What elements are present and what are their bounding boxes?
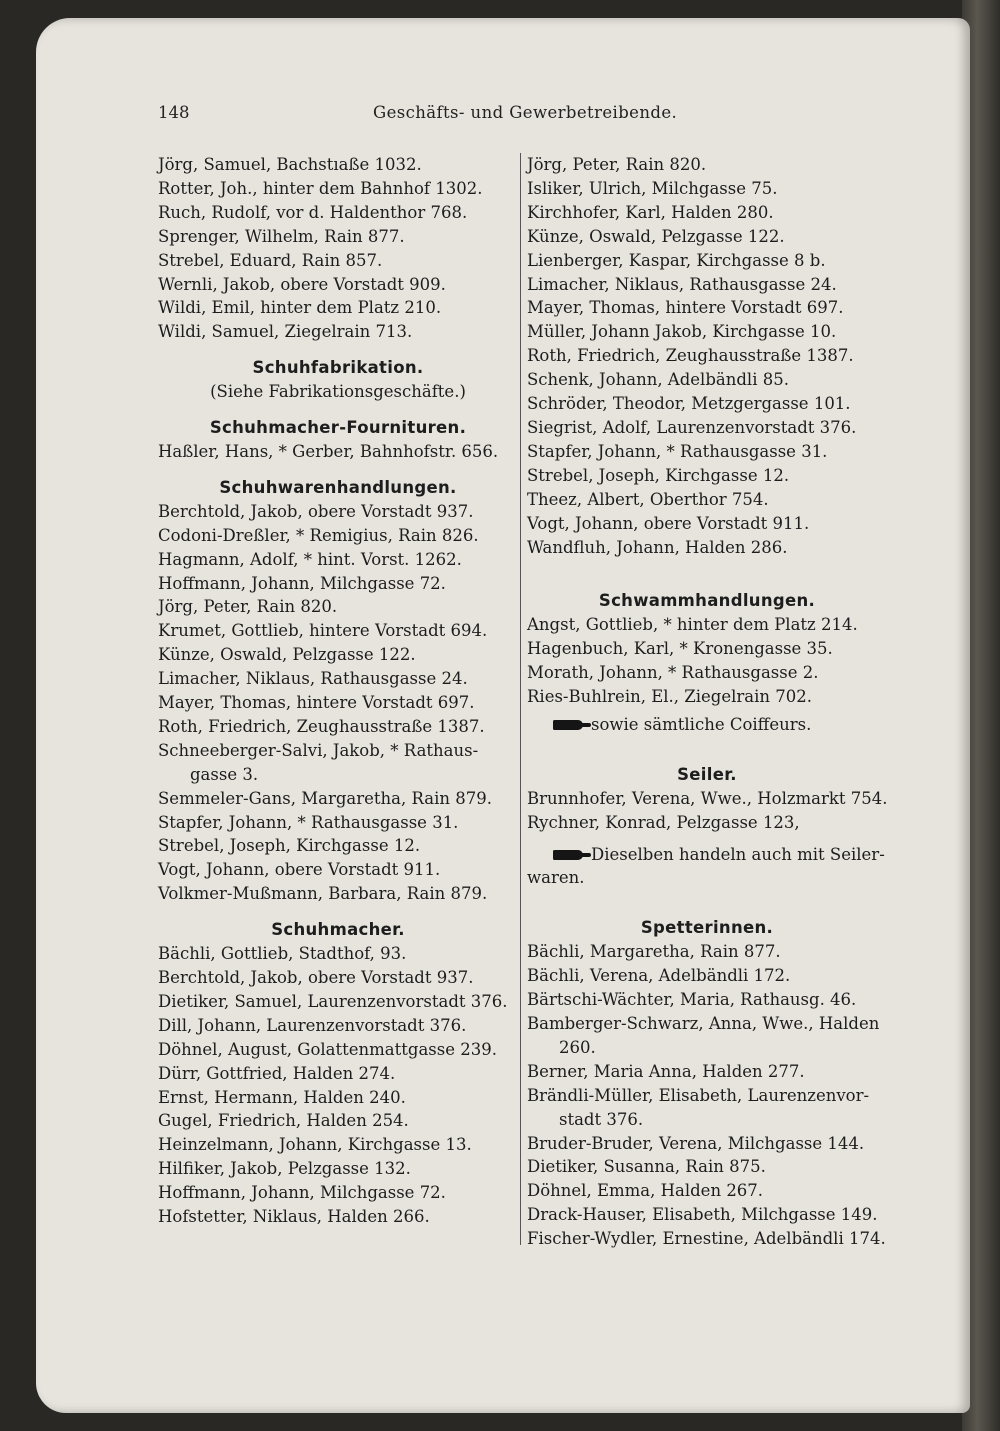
list-item: Roth, Friedrich, Zeughausstraße 1387.: [158, 716, 485, 736]
list-item: Wildi, Samuel, Ziegelrain 713.: [158, 322, 413, 342]
list-item: Hofstetter, Niklaus, Halden 266.: [158, 1207, 430, 1227]
section-heading-schwammhandlungen: Schwammhandlungen.: [598, 591, 816, 611]
list-item: Hagmann, Adolf, * hint. Vorst. 1262.: [158, 549, 462, 569]
list-item-continuation: 260.: [559, 1037, 596, 1057]
list-item: Strebel, Joseph, Kirchgasse 12.: [158, 836, 421, 856]
list-item: Siegrist, Adolf, Laurenzenvorstadt 376.: [527, 417, 857, 437]
spetterinnen-list: [527, 940, 887, 1251]
list-item: Schneeberger-Salvi, Jakob, * Rathaus-: [158, 740, 479, 760]
list-item: Jörg, Peter, Rain 820.: [527, 155, 707, 174]
list-item: Gugel, Friedrich, Halden 254.: [158, 1111, 409, 1131]
seiler-note-text: Dieselben handeln auch mit Seiler-: [591, 844, 885, 864]
seiler-note: [527, 843, 887, 867]
list-item: Roth, Friedrich, Zeughausstraße 1387.: [527, 346, 854, 366]
list-item: Künze, Oswald, Pelzgasse 122.: [527, 226, 785, 246]
list-item: Schenk, Johann, Adelbändli 85.: [527, 370, 789, 390]
list-item: Dietiker, Samuel, Laurenzenvorstadt 376.: [158, 991, 508, 1011]
schuhmacher-list: [158, 942, 518, 1229]
list-item-continuation: gasse 3.: [190, 764, 259, 784]
list-item: Sprenger, Wilhelm, Rain 877.: [158, 226, 405, 246]
list-item: Drack-Hauser, Elisabeth, Milchgasse 149.: [527, 1205, 878, 1225]
list-item: Volkmer-Mußmann, Barbara, Rain 879.: [158, 884, 488, 904]
page-number: 148: [158, 103, 190, 122]
section-heading-schuhfabrikation: Schuhfabrikation.: [252, 358, 424, 378]
left-column: [158, 153, 518, 1229]
list-item: Ernst, Hermann, Halden 240.: [158, 1087, 406, 1107]
section-heading-schuhwarenhandlungen: Schuhwarenhandlungen.: [219, 477, 457, 497]
list-item: Döhnel, August, Golattenmattgasse 239.: [158, 1039, 497, 1059]
pointing-hand-icon: [553, 720, 583, 730]
list-item: Berchtold, Jakob, obere Vorstadt 937.: [158, 968, 474, 987]
list-item-continuation: stadt 376.: [559, 1109, 644, 1129]
schwamm-note-text: sowie sämtliche Coiffeurs.: [591, 714, 812, 734]
list-item: Vogt, Johann, obere Vorstadt 911.: [158, 860, 441, 880]
section-heading-fournituren: Schuhmacher-Fournituren.: [209, 418, 467, 438]
list-item: Angst, Gottlieb, * hinter dem Platz 214.: [527, 615, 858, 635]
section-heading-schuhmacher: Schuhmacher.: [271, 920, 405, 940]
schwamm-note: [527, 713, 887, 737]
list-item: Semmeler-Gans, Margaretha, Rain 879.: [158, 788, 493, 808]
list-item: Strebel, Eduard, Rain 857.: [158, 250, 383, 270]
list-item: Brunnhofer, Verena, Wwe., Holzmarkt 754.: [527, 788, 888, 808]
list-item: Hagenbuch, Karl, * Kronengasse 35.: [527, 639, 833, 659]
list-item: Bächli, Margaretha, Rain 877.: [527, 942, 781, 962]
list-item: Haßler, Hans, * Gerber, Bahnhofstr. 656.: [158, 441, 499, 461]
list-item: Ruch, Rudolf, vor d. Haldenthor 768.: [158, 202, 468, 222]
section-note: (Siehe Fabrikationsgeschäfte.): [210, 382, 466, 402]
list-item: Berner, Maria Anna, Halden 277.: [527, 1061, 805, 1081]
list-item: Jörg, Peter, Rain 820.: [158, 597, 338, 617]
list-item: Künze, Oswald, Pelzgasse 122.: [158, 645, 416, 665]
list-item: Dietiker, Susanna, Rain 875.: [527, 1157, 766, 1177]
page-header: [0, 103, 1000, 127]
list-item: Hilfiker, Jakob, Pelzgasse 132.: [158, 1159, 411, 1179]
schwammhandlungen-list: [527, 613, 887, 709]
list-item: Ries-Buhlrein, El., Ziegelrain 702.: [527, 687, 812, 707]
left-top-entries: [158, 153, 518, 344]
list-item: Hoffmann, Johann, Milchgasse 72.: [158, 1183, 446, 1203]
list-item: Krumet, Gottlieb, hintere Vorstadt 694.: [158, 621, 488, 641]
column-divider: [520, 153, 521, 1245]
seiler-list: [527, 787, 887, 835]
list-item: Limacher, Niklaus, Rathausgasse 24.: [527, 274, 837, 294]
list-item: Strebel, Joseph, Kirchgasse 12.: [527, 465, 790, 485]
list-item: Brändli-Müller, Elisabeth, Laurenzenvor-: [527, 1085, 870, 1105]
list-item: Morath, Johann, * Rathausgasse 2.: [527, 663, 819, 683]
list-item: Bärtschi-Wächter, Maria, Rathausg. 46.: [527, 990, 857, 1010]
list-item: Bamberger-Schwarz, Anna, Wwe., Halden: [527, 1014, 880, 1033]
list-item: Wandfluh, Johann, Halden 286.: [527, 537, 788, 557]
schuhwarenhandlungen-list: [158, 500, 518, 906]
list-item: Mayer, Thomas, hintere Vorstadt 697.: [158, 693, 475, 713]
section-heading-seiler: Seiler.: [677, 764, 737, 784]
list-item: Theez, Albert, Oberthor 754.: [527, 489, 769, 509]
list-item: Wernli, Jakob, obere Vorstadt 909.: [158, 274, 446, 294]
pointing-hand-icon: [553, 850, 583, 860]
list-item: Berchtold, Jakob, obere Vorstadt 937.: [158, 501, 474, 521]
list-item: Isliker, Ulrich, Milchgasse 75.: [527, 178, 778, 198]
list-item: Bächli, Verena, Adelbändli 172.: [527, 966, 791, 986]
list-item: Mayer, Thomas, hintere Vorstadt 697.: [527, 298, 844, 318]
section-heading-spetterinnen: Spetterinnen.: [640, 918, 774, 938]
list-item: Kirchhofer, Karl, Halden 280.: [527, 202, 774, 222]
list-item: Rychner, Konrad, Pelzgasse 123,: [527, 812, 800, 832]
list-item: Fischer-Wydler, Ernestine, Adelbändli 174.: [527, 1229, 886, 1249]
list-item: Jörg, Samuel, Bachstıaße 1032.: [158, 155, 422, 174]
list-item: Bächli, Gottlieb, Stadthof, 93.: [158, 944, 407, 964]
list-item: Wildi, Emil, hinter dem Platz 210.: [158, 298, 442, 318]
list-item: Stapfer, Johann, * Rathausgasse 31.: [527, 441, 828, 461]
list-item: Dürr, Gottfried, Halden 274.: [158, 1063, 396, 1083]
right-top-entries: [527, 153, 887, 559]
list-item: Lienberger, Kaspar, Kirchgasse 8 b.: [527, 250, 826, 270]
list-item: Vogt, Johann, obere Vorstadt 911.: [527, 513, 810, 533]
list-item: Dill, Johann, Laurenzenvorstadt 376.: [158, 1015, 467, 1035]
list-item: Bruder-Bruder, Verena, Milchgasse 144.: [527, 1133, 865, 1153]
list-item: Codoni-Dreßler, * Remigius, Rain 826.: [158, 525, 479, 545]
list-item: Hoffmann, Johann, Milchgasse 72.: [158, 573, 446, 593]
list-item: Stapfer, Johann, * Rathausgasse 31.: [158, 812, 459, 832]
list-item: Schröder, Theodor, Metzgergasse 101.: [527, 394, 851, 414]
list-item: Limacher, Niklaus, Rathausgasse 24.: [158, 669, 468, 689]
seiler-note-continuation: waren.: [527, 868, 585, 888]
list-item: Döhnel, Emma, Halden 267.: [527, 1181, 764, 1201]
right-column: [527, 153, 887, 1251]
list-item: Heinzelmann, Johann, Kirchgasse 13.: [158, 1135, 472, 1155]
running-title: Geschäfts- und Gewerbetreibende.: [373, 103, 678, 122]
list-item: Rotter, Joh., hinter dem Bahnhof 1302.: [158, 178, 483, 198]
list-item: Müller, Johann Jakob, Kirchgasse 10.: [527, 322, 837, 342]
